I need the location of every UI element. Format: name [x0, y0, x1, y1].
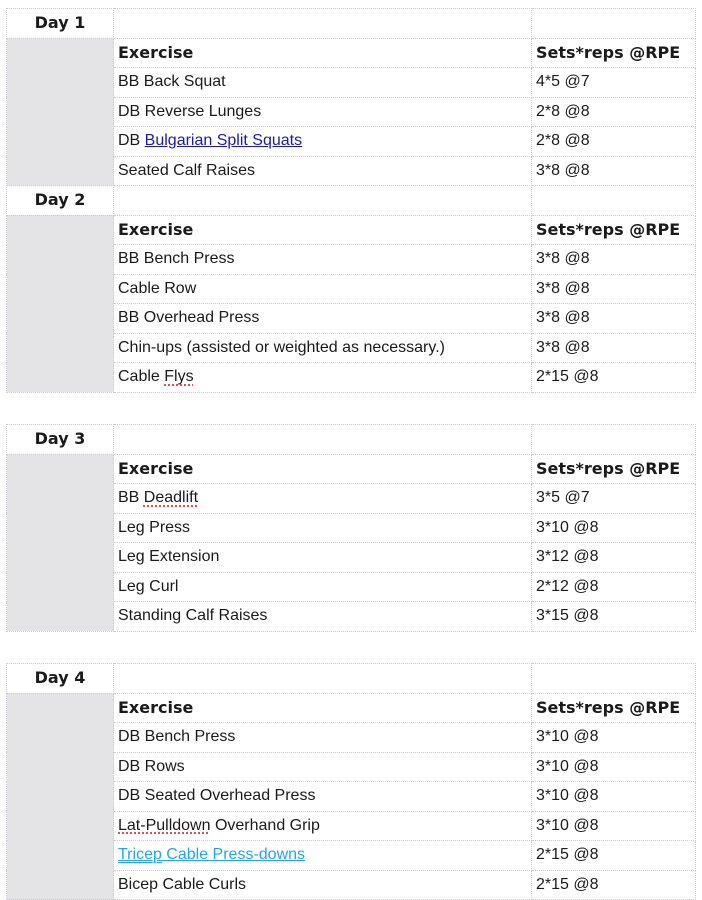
sets-cell: 3*10 @8 [532, 513, 696, 543]
header-row [7, 693, 696, 723]
exercise-cell: Leg Extension [114, 543, 532, 573]
sets-cell: 3*8 @8 [532, 156, 696, 186]
day-4-table [6, 663, 696, 900]
empty-cell [532, 186, 696, 216]
empty-cell [114, 9, 532, 39]
exercise-header: Exercise [114, 693, 532, 723]
day-title: Day 2 [7, 186, 114, 216]
day-title: Day 4 [7, 664, 114, 694]
header-row [7, 454, 696, 484]
exercise-header: Exercise [114, 215, 532, 245]
day-3-table [6, 424, 696, 632]
day-title-row [7, 425, 696, 455]
day-title-row [7, 664, 696, 694]
exercise-cell: BB Bench Press [114, 245, 532, 275]
day-title-row [7, 186, 696, 216]
sets-cell: 3*8 @8 [532, 274, 696, 304]
empty-cell [532, 425, 696, 455]
exercise-prefix: Cable [118, 368, 165, 386]
sets-cell: 3*10 @8 [532, 811, 696, 841]
sets-header: Sets*reps @RPE [532, 215, 696, 245]
spellcheck-word: Flys [164, 368, 194, 386]
exercise-header: Exercise [114, 38, 532, 68]
link-text: Cable Press-downs [161, 846, 306, 864]
day-2-table [6, 185, 696, 393]
exercise-cell [114, 484, 532, 514]
header-row [7, 38, 696, 68]
exercise-header: Exercise [114, 454, 532, 484]
sets-cell: 2*12 @8 [532, 572, 696, 602]
sets-header: Sets*reps @RPE [532, 693, 696, 723]
day-title: Day 1 [7, 9, 114, 39]
sets-cell: 2*15 @8 [532, 363, 696, 393]
day-title: Day 3 [7, 425, 114, 455]
sets-cell: 4*5 @7 [532, 68, 696, 98]
exercise-cell: Leg Curl [114, 572, 532, 602]
sets-cell: 3*5 @7 [532, 484, 696, 514]
exercise-prefix: DB [118, 132, 145, 150]
exercise-cell: Bicep Cable Curls [114, 870, 532, 900]
exercise-cell: BB Overhead Press [114, 304, 532, 334]
sets-cell: 3*12 @8 [532, 543, 696, 573]
sets-cell: 2*8 @8 [532, 97, 696, 127]
sets-cell: 2*15 @8 [532, 841, 696, 871]
exercise-cell [114, 127, 532, 157]
exercise-cell: Leg Press [114, 513, 532, 543]
sets-cell: 3*10 @8 [532, 723, 696, 753]
exercise-cell [114, 811, 532, 841]
exercise-cell: BB Back Squat [114, 68, 532, 98]
gutter-cell [7, 38, 114, 186]
spellcheck-word: Tricep [118, 846, 162, 864]
gutter-cell [7, 454, 114, 631]
empty-cell [532, 9, 696, 39]
exercise-suffix: Overhand Grip [210, 816, 320, 834]
empty-cell [532, 664, 696, 694]
sets-cell: 2*8 @8 [532, 127, 696, 157]
sets-header: Sets*reps @RPE [532, 38, 696, 68]
exercise-cell: Chin-ups (assisted or weighted as necessary.) [114, 333, 532, 363]
day-1-table [6, 8, 696, 186]
exercise-cell: Seated Calf Raises [114, 156, 532, 186]
sets-cell: 3*8 @8 [532, 304, 696, 334]
empty-cell [114, 186, 532, 216]
spellcheck-word: Deadlift [143, 489, 199, 507]
sets-header: Sets*reps @RPE [532, 454, 696, 484]
sets-cell: 3*8 @8 [532, 333, 696, 363]
exercise-cell [114, 841, 532, 871]
gutter-cell [7, 693, 114, 900]
exercise-cell: Cable Row [114, 274, 532, 304]
exercise-cell: Standing Calf Raises [114, 602, 532, 632]
day-title-row [7, 9, 696, 39]
sets-cell: 3*8 @8 [532, 245, 696, 275]
exercise-prefix: BB [118, 489, 144, 507]
exercise-cell: DB Reverse Lunges [114, 97, 532, 127]
sets-cell: 3*15 @8 [532, 602, 696, 632]
sets-cell: 3*10 @8 [532, 752, 696, 782]
bulgarian-split-squats-link[interactable]: Bulgarian Split Squats [144, 132, 303, 150]
sets-cell: 2*15 @8 [532, 870, 696, 900]
empty-cell [114, 664, 532, 694]
header-row [7, 215, 696, 245]
exercise-cell [114, 363, 532, 393]
spellcheck-word: Lat-Pulldown [118, 816, 211, 834]
exercise-cell: DB Rows [114, 752, 532, 782]
empty-cell [114, 425, 532, 455]
exercise-cell: DB Seated Overhead Press [114, 782, 532, 812]
exercise-cell: DB Bench Press [114, 723, 532, 753]
tricep-cable-press-downs-link[interactable] [118, 846, 305, 863]
sets-cell: 3*10 @8 [532, 782, 696, 812]
gutter-cell [7, 215, 114, 392]
